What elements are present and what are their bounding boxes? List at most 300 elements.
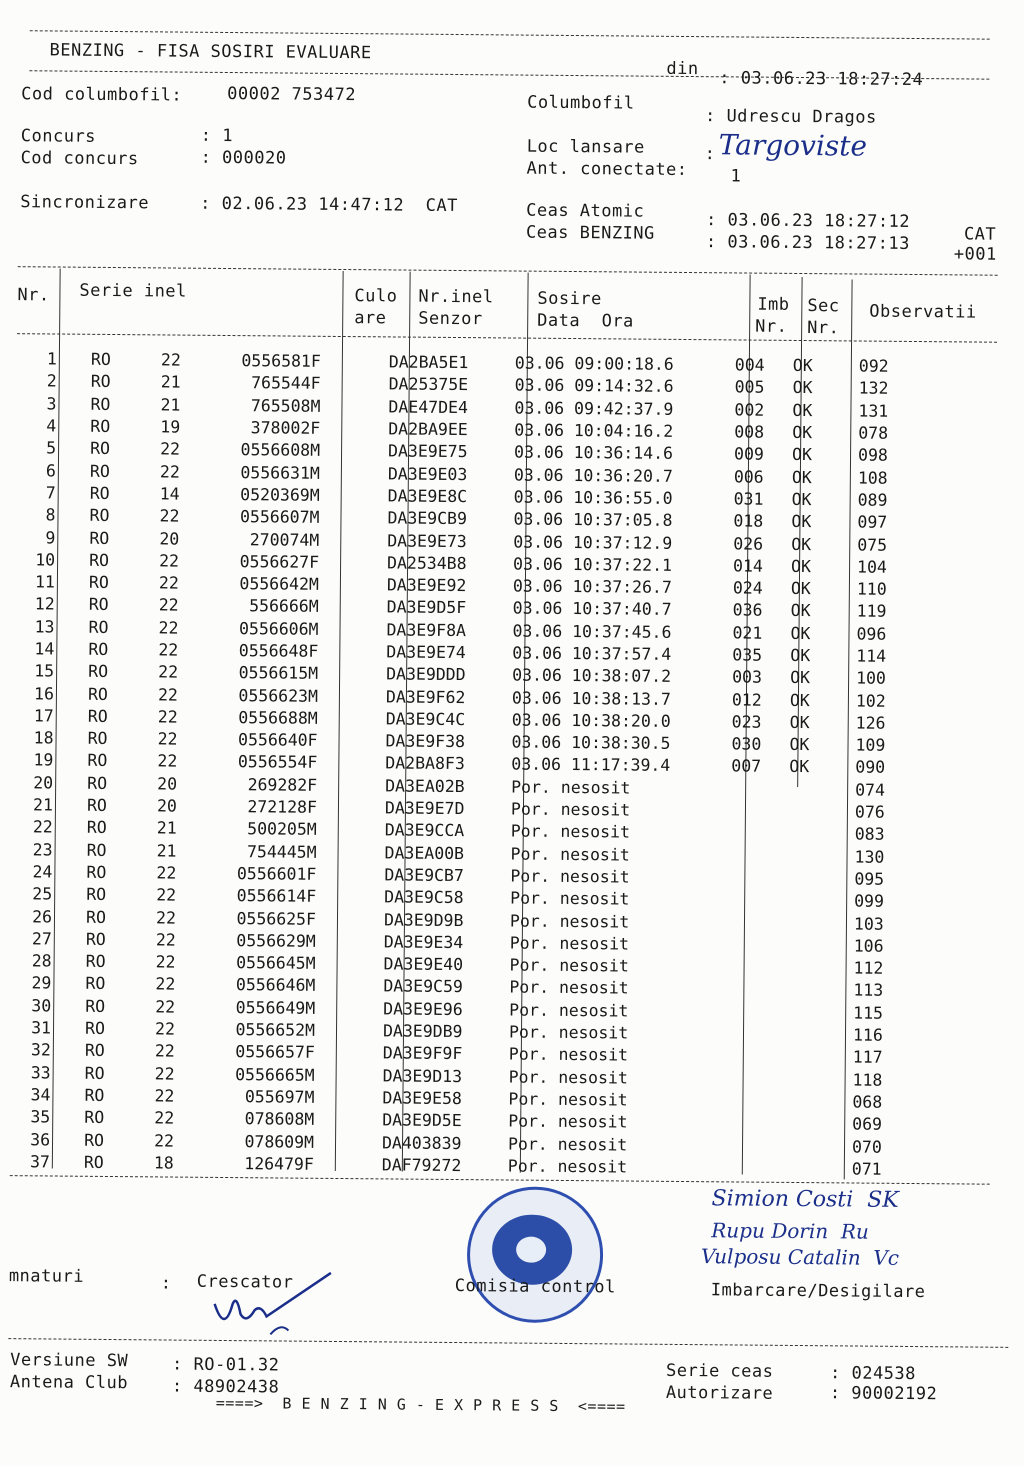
col-header-culoare-2: are xyxy=(354,308,387,329)
cell-culoare xyxy=(321,351,383,374)
cell-inel: 0520369M xyxy=(240,485,320,505)
cell-sec: OK xyxy=(790,579,811,599)
cell-imb xyxy=(726,1157,782,1180)
cell-culoare xyxy=(316,864,378,887)
cell-nr: 31 xyxy=(31,1018,52,1038)
cell-imb: 008 xyxy=(734,422,765,442)
cell-sec xyxy=(784,868,840,891)
cell-nr: 11 xyxy=(34,572,56,592)
ant-conectate-label: Ant. conectate: xyxy=(526,158,688,181)
cell-nr: 13 xyxy=(34,617,55,637)
cell-senzor: DA2534B8 xyxy=(387,553,467,573)
cell-sosire: Por. nesosit xyxy=(509,1000,629,1021)
cell-tara: RO xyxy=(89,506,110,526)
cell-senzor: DA3E9F9F xyxy=(382,1043,463,1064)
cell-imb: 021 xyxy=(732,623,763,643)
cell-culoare xyxy=(318,685,380,708)
cell-sosire: 03.06 10:38:20.0 xyxy=(511,710,671,731)
cell-sosire: Por. nesosit xyxy=(509,955,629,976)
cell-an: 22 xyxy=(158,573,179,593)
cell-sosire: Por. nesosit xyxy=(510,866,630,887)
cell-sosire: 03.06 10:38:30.5 xyxy=(511,732,671,754)
cell-culoare xyxy=(319,551,381,574)
cell-an: 21 xyxy=(156,841,177,861)
cell-tara: RO xyxy=(88,662,109,682)
concurs-value: : 1 xyxy=(200,125,234,147)
cell-culoare xyxy=(320,418,382,441)
cell-culoare xyxy=(315,1020,377,1043)
cell-an: 19 xyxy=(160,417,181,437)
cod-columbofil-value: 00002 753472 xyxy=(227,83,357,106)
cell-culoare xyxy=(320,462,382,485)
columbofil-value: : Udrescu Dragos xyxy=(704,106,877,128)
cell-imb: 002 xyxy=(734,400,765,420)
cell-an: 22 xyxy=(158,640,179,660)
cell-obs: 130 xyxy=(854,847,885,867)
cell-tara: RO xyxy=(84,1041,105,1061)
cell-sec xyxy=(785,801,841,824)
cell-imb xyxy=(727,1001,783,1024)
cell-obs: 098 xyxy=(857,445,888,466)
cell-obs: 092 xyxy=(858,356,889,376)
col-header-imb-2: Nr. xyxy=(755,316,788,337)
cell-obs: 070 xyxy=(851,1137,882,1157)
cell-obs: 074 xyxy=(855,780,886,800)
cell-imb xyxy=(728,867,784,890)
cell-imb: 024 xyxy=(732,578,763,598)
cell-tara: RO xyxy=(86,795,107,816)
cell-tara: RO xyxy=(88,639,109,659)
cell-senzor: DA25375E xyxy=(388,374,469,395)
cell-tara: RO xyxy=(84,1108,105,1128)
cell-inel: 378002F xyxy=(250,418,321,438)
cell-sosire: Por. nesosit xyxy=(508,1022,629,1043)
cell-senzor: DA3E9E03 xyxy=(387,464,468,484)
cell-an: 22 xyxy=(158,662,179,682)
cell-sosire: 03.06 10:37:57.4 xyxy=(512,643,672,664)
cell-an: 21 xyxy=(160,372,181,393)
cell-imb: 012 xyxy=(731,690,762,710)
cell-sec: OK xyxy=(791,489,812,510)
cell-senzor: DA3E9E58 xyxy=(382,1088,462,1109)
cell-inel: 500205M xyxy=(247,819,317,840)
signatures-label: mnaturi xyxy=(8,1266,85,1287)
cell-inel: 0556649M xyxy=(235,997,316,1018)
cell-tara: RO xyxy=(83,1152,104,1172)
cell-sec xyxy=(784,912,840,935)
col-header-serie-inel: Serie inel xyxy=(79,280,187,302)
col-header-sosire-2: Data Ora xyxy=(537,310,634,332)
cell-obs: 109 xyxy=(855,735,886,755)
cell-sec xyxy=(784,935,840,958)
cell-culoare xyxy=(320,485,382,508)
cell-sec xyxy=(782,1091,838,1114)
cell-nr: 16 xyxy=(33,683,55,704)
cell-inel: 754445M xyxy=(246,841,317,862)
cell-culoare xyxy=(316,841,378,864)
arrivals-table xyxy=(10,348,969,1181)
cell-culoare xyxy=(318,663,380,686)
cell-imb xyxy=(726,1112,782,1135)
din-value: : 03.06.23 18:27:24 xyxy=(719,68,924,91)
cell-an: 21 xyxy=(160,395,181,415)
cell-obs: 103 xyxy=(853,914,884,934)
signature-simion: Simion Costi SK xyxy=(711,1186,899,1213)
cell-inel: 078609M xyxy=(244,1131,315,1152)
sincronizare-value: : 02.06.23 14:47:12 CAT xyxy=(200,193,458,217)
cell-an: 21 xyxy=(156,818,177,838)
cell-sec: OK xyxy=(791,512,812,532)
cell-senzor: DA3E9C59 xyxy=(383,976,463,997)
cell-culoare xyxy=(315,975,377,998)
cell-sec xyxy=(783,1001,839,1024)
cell-an: 22 xyxy=(155,907,177,928)
cell-inel: 0556581F xyxy=(241,351,321,371)
cell-culoare xyxy=(319,529,381,552)
cell-culoare xyxy=(317,819,379,842)
cell-sec: OK xyxy=(791,467,812,487)
cell-obs: 106 xyxy=(853,936,884,956)
cell-obs: 078 xyxy=(858,423,889,443)
cell-nr: 20 xyxy=(33,773,54,793)
cell-senzor: DA3E9E8C xyxy=(387,486,468,507)
cell-tara: RO xyxy=(90,439,111,459)
cell-tara: RO xyxy=(88,595,109,615)
cell-tara: RO xyxy=(87,684,108,704)
cell-senzor: DA403839 xyxy=(381,1132,462,1153)
cell-tara: RO xyxy=(86,885,107,905)
cell-sec: OK xyxy=(790,668,811,688)
cell-sosire: 03.06 10:04:16.2 xyxy=(514,420,674,441)
cell-sosire: Por. nesosit xyxy=(508,1067,628,1088)
cell-sosire: 03.06 10:36:55.0 xyxy=(513,487,673,508)
din-label: din xyxy=(666,58,699,80)
cell-an: 22 xyxy=(154,1130,175,1151)
cell-tara: RO xyxy=(90,394,111,414)
cell-sosire: Por. nesosit xyxy=(508,1044,629,1065)
cell-obs: 069 xyxy=(852,1114,883,1134)
cell-culoare xyxy=(318,618,380,641)
cell-imb: 003 xyxy=(732,667,763,687)
col-header-culoare-1: Culo xyxy=(354,286,398,307)
cell-sec: OK xyxy=(791,534,812,554)
cell-obs: 071 xyxy=(851,1159,882,1179)
cell-an: 14 xyxy=(159,484,180,504)
cell-nr: 29 xyxy=(31,973,52,993)
cell-sec: OK xyxy=(792,422,813,443)
cell-obs: 114 xyxy=(856,646,887,666)
cell-an: 22 xyxy=(155,930,176,950)
cell-inel: 0556614F xyxy=(236,886,317,907)
cell-nr: 33 xyxy=(30,1062,51,1083)
cell-inel: 0556657F xyxy=(235,1042,315,1063)
cell-inel: 078608M xyxy=(244,1109,315,1130)
ceas-benzing-label: Ceas BENZING xyxy=(525,222,655,244)
imbarcare-label: Imbarcare/Desigilare xyxy=(710,1280,926,1303)
cell-nr: 35 xyxy=(30,1107,51,1127)
cell-nr: 5 xyxy=(46,438,57,458)
cell-inel: 556666M xyxy=(249,596,319,617)
cell-senzor: DA3E9F62 xyxy=(385,686,466,707)
cell-imb: 006 xyxy=(733,467,764,487)
cell-senzor: DA3E9E74 xyxy=(386,642,466,663)
cell-inel: 0556601F xyxy=(236,864,317,884)
cell-senzor: DA3E9D9B xyxy=(383,909,464,930)
cell-culoare xyxy=(315,997,377,1020)
cell-sosire: Por. nesosit xyxy=(510,799,631,820)
cell-sosire: Por. nesosit xyxy=(508,1089,628,1110)
cell-an: 22 xyxy=(154,1041,175,1061)
cell-culoare xyxy=(314,1087,376,1110)
loc-lansare-handwritten: Targoviste xyxy=(718,128,868,163)
cell-tara: RO xyxy=(89,461,110,481)
cell-nr: 7 xyxy=(45,483,56,503)
cell-sec xyxy=(782,1113,838,1136)
cell-nr: 18 xyxy=(33,728,54,748)
cell-sosire: 03.06 09:42:37.9 xyxy=(514,398,674,419)
cell-obs: 076 xyxy=(854,802,885,822)
cell-imb xyxy=(727,979,783,1002)
cell-senzor: DA3E9E34 xyxy=(383,932,464,952)
cell-imb xyxy=(728,912,784,935)
cell-an: 22 xyxy=(155,952,176,972)
cell-an: 22 xyxy=(157,684,178,705)
cell-sosire: 03.06 10:38:13.7 xyxy=(511,688,671,709)
cell-tara: RO xyxy=(90,416,111,437)
cell-sec: OK xyxy=(790,645,811,666)
columbofil-label: Columbofil xyxy=(527,92,635,114)
cell-imb: 030 xyxy=(731,734,762,754)
cell-obs: 110 xyxy=(856,579,887,599)
cell-inel: 0556554F xyxy=(237,752,318,773)
cell-nr: 1 xyxy=(46,349,57,369)
cell-an: 22 xyxy=(155,997,176,1017)
cell-imb xyxy=(729,778,785,801)
cell-sosire: Por. nesosit xyxy=(508,1111,628,1132)
cell-sosire: 03.06 10:38:07.2 xyxy=(512,665,672,687)
cell-nr: 26 xyxy=(32,906,53,927)
cell-inel: 0556608M xyxy=(240,440,321,461)
cell-tara: RO xyxy=(85,907,107,927)
document-title: BENZING - FISA SOSIRI EVALUARE xyxy=(49,40,372,64)
cell-imb: 009 xyxy=(733,444,764,465)
cell-tara: RO xyxy=(85,996,106,1016)
cell-sec: OK xyxy=(790,623,811,643)
cell-tara: RO xyxy=(87,751,108,771)
ant-conectate-value: 1 xyxy=(730,166,742,187)
loc-lansare-label: Loc lansare xyxy=(526,136,645,158)
cell-sec xyxy=(783,979,839,1002)
cell-sosire: 03.06 10:37:22.1 xyxy=(513,554,673,575)
cell-imb: 005 xyxy=(734,377,765,398)
col-header-sosire-1: Sosire xyxy=(537,288,602,310)
cell-tara: RO xyxy=(84,1130,105,1150)
cell-an: 22 xyxy=(158,595,179,615)
cell-tara: RO xyxy=(87,728,108,749)
cell-nr: 10 xyxy=(35,550,56,570)
cell-sosire: 03.06 10:37:26.7 xyxy=(512,576,672,597)
cell-culoare xyxy=(314,1131,376,1154)
cell-inel: 0556648F xyxy=(238,641,319,661)
cell-nr: 22 xyxy=(32,817,53,837)
antena-club-value: : 48902438 xyxy=(171,1376,280,1398)
cell-sosire: 03.06 11:17:39.4 xyxy=(511,754,671,776)
cell-culoare xyxy=(316,953,378,976)
col-header-observatii: Observatii xyxy=(869,301,977,323)
cell-obs: 102 xyxy=(855,691,886,711)
cell-obs: 119 xyxy=(856,601,887,622)
cell-inel: 0556615M xyxy=(238,663,319,684)
cell-nr: 28 xyxy=(31,951,52,971)
antena-club-label: Antena Club xyxy=(9,1372,129,1394)
cell-sosire: Por. nesosit xyxy=(510,888,630,909)
cell-senzor: DAF79272 xyxy=(381,1155,462,1175)
cell-inel: 0556652M xyxy=(235,1020,316,1040)
cell-nr: 2 xyxy=(46,371,57,391)
cell-inel: 269282F xyxy=(247,774,318,795)
cell-imb xyxy=(729,823,785,846)
cell-an: 22 xyxy=(154,1108,175,1128)
cell-an: 22 xyxy=(155,1019,176,1039)
cell-an: 18 xyxy=(153,1153,174,1173)
cell-obs: 075 xyxy=(857,535,888,555)
col-header-sec-1: Sec xyxy=(807,296,840,317)
cell-an: 20 xyxy=(159,528,180,549)
cell-obs: 099 xyxy=(854,891,885,912)
cell-sec: OK xyxy=(791,445,813,465)
cell-tara: RO xyxy=(86,818,107,838)
cell-nr: 30 xyxy=(31,996,52,1016)
cell-senzor: DA3EA00B xyxy=(384,843,465,863)
cell-senzor: DA3E9D5F xyxy=(386,597,467,618)
ceas-benzing-value: : 03.06.23 18:27:13 xyxy=(705,232,910,254)
cell-sec xyxy=(783,1046,839,1069)
cell-an: 22 xyxy=(156,885,177,905)
cell-inel: 0556607M xyxy=(239,507,320,528)
cell-an: 22 xyxy=(157,707,178,727)
col-header-nr-inel-1: Nr.inel xyxy=(418,286,494,308)
cell-culoare xyxy=(319,507,381,530)
cell-tara: RO xyxy=(90,349,111,370)
cell-inel: 0556625F xyxy=(236,908,317,929)
cell-senzor: DA3E9E7D xyxy=(384,798,465,819)
cell-nr: 36 xyxy=(30,1129,51,1150)
signature-vulposu: Vulposu Catalin Vc xyxy=(700,1244,900,1270)
cell-senzor: DA2BA8F3 xyxy=(385,753,465,774)
signature-rupu: Rupu Dorin Ru xyxy=(711,1218,869,1244)
cell-sec xyxy=(783,957,839,980)
cell-tara: RO xyxy=(85,929,106,949)
cell-senzor: DA3E9C4C xyxy=(385,709,466,729)
cell-sosire: Por. nesosit xyxy=(511,777,631,798)
cell-obs: 095 xyxy=(854,869,885,889)
cell-imb xyxy=(727,1023,783,1046)
cell-nr: 15 xyxy=(34,661,55,681)
cell-an: 20 xyxy=(156,796,177,816)
signatures-colon: : xyxy=(160,1273,172,1294)
cell-imb xyxy=(727,1046,783,1069)
cell-sec: OK xyxy=(790,601,811,621)
cell-senzor: DA3E9DDD xyxy=(386,664,466,685)
cell-tara: RO xyxy=(90,372,111,392)
cell-sosire: Por. nesosit xyxy=(510,821,631,842)
col-header-nr-inel-2: Senzor xyxy=(418,308,483,330)
cell-senzor: DA2BA5E1 xyxy=(388,352,469,373)
cell-culoare xyxy=(319,596,381,619)
cell-nr: 12 xyxy=(34,594,55,614)
cell-imb xyxy=(728,934,784,957)
arrivals-table-body xyxy=(10,348,969,1181)
ceas-atomic-value: : 03.06.23 18:27:12 xyxy=(706,210,911,232)
crescator-label: Crescator xyxy=(196,1271,294,1293)
cell-nr: 19 xyxy=(33,750,54,770)
cell-inel: 0556606M xyxy=(238,618,319,639)
serie-ceas-value: : 024538 xyxy=(829,1363,917,1385)
cell-nr: 24 xyxy=(32,862,53,882)
cell-sosire: Por. nesosit xyxy=(507,1134,628,1155)
cell-sosire: 03.06 10:36:14.6 xyxy=(513,442,674,464)
cell-senzor: DA3EA02B xyxy=(385,776,465,796)
crescator-signature xyxy=(210,1264,341,1345)
cell-culoare xyxy=(318,641,380,664)
cell-tara: RO xyxy=(84,1085,105,1105)
cell-culoare xyxy=(321,373,383,396)
cell-senzor: DA3E9E92 xyxy=(386,575,467,596)
cell-sosire: 03.06 09:14:32.6 xyxy=(514,375,674,397)
footer-top-rule xyxy=(8,1338,1008,1348)
cell-obs: 083 xyxy=(854,824,885,845)
cell-obs: 112 xyxy=(853,958,884,978)
loc-lansare-colon: : xyxy=(704,144,716,165)
ceas-atomic-label: Ceas Atomic xyxy=(526,200,645,222)
ceas-benzing-offset: +001 xyxy=(953,244,997,265)
cell-imb xyxy=(728,845,784,868)
cell-an: 22 xyxy=(157,729,178,749)
cell-senzor: DA3E9E96 xyxy=(383,999,463,1019)
cell-tara: RO xyxy=(86,840,107,860)
cell-culoare xyxy=(315,1042,377,1065)
cell-sec: OK xyxy=(789,712,810,732)
cell-tara: RO xyxy=(86,862,107,882)
header-top-rule xyxy=(30,30,990,39)
cell-inel: 0556688M xyxy=(238,707,318,728)
cell-an: 22 xyxy=(159,506,180,526)
cell-tara: RO xyxy=(88,617,109,637)
cell-obs: 131 xyxy=(858,401,889,421)
cell-an: 22 xyxy=(159,551,180,571)
cell-inel: 270074M xyxy=(249,529,320,550)
cell-senzor: DA3E9C58 xyxy=(384,887,464,908)
cod-concurs-value: : 000020 xyxy=(200,147,287,169)
cell-sosire: Por. nesosit xyxy=(509,977,629,998)
cell-obs: 090 xyxy=(855,757,886,778)
cell-tara: RO xyxy=(89,483,110,503)
cell-imb xyxy=(727,956,783,979)
cell-culoare xyxy=(317,774,379,797)
cell-sec xyxy=(784,890,840,913)
cell-an: 22 xyxy=(154,1064,175,1084)
cell-nr: 14 xyxy=(34,639,55,659)
cell-nr: 27 xyxy=(31,929,52,949)
cell-an: 22 xyxy=(160,350,181,370)
cell-culoare xyxy=(317,730,379,753)
cell-sosire: 03.06 10:37:12.9 xyxy=(513,532,673,553)
cell-imb: 026 xyxy=(733,533,764,554)
cell-obs: 096 xyxy=(856,624,887,644)
cell-culoare xyxy=(314,1109,376,1132)
cell-culoare xyxy=(316,908,378,931)
cell-nr: 32 xyxy=(30,1040,51,1060)
